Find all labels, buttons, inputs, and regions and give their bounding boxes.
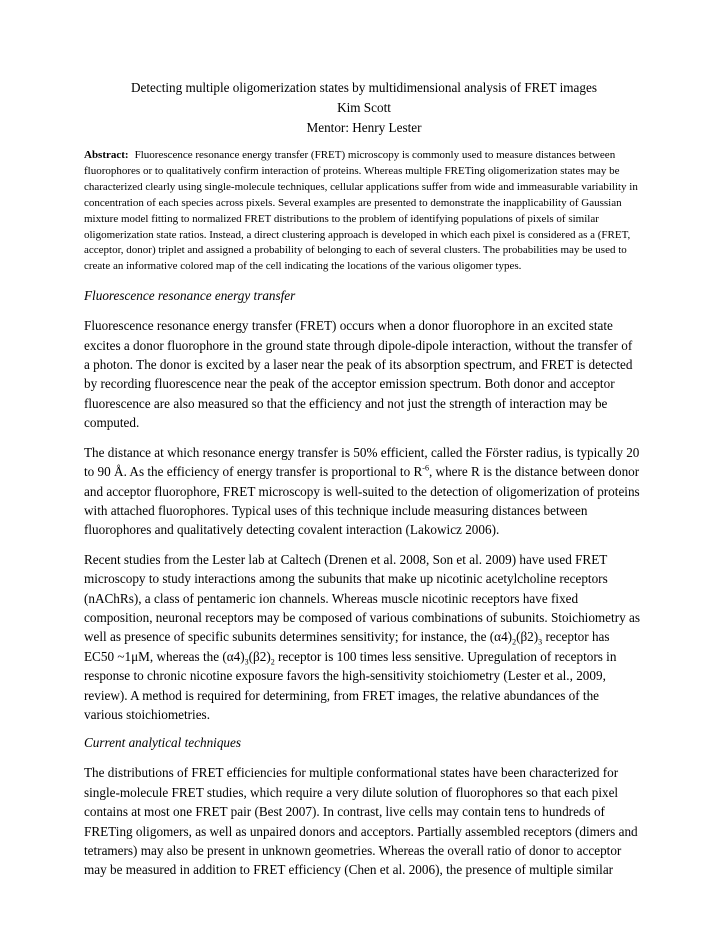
paragraph-text: The distance at which resonance energy transfer is 50% efficient, called the Förster radius, is typically 20 to 90 Å. As the efficiency of energy transfer is proportional to R bbox=[84, 444, 640, 480]
section-heading-analytical: Current analytical techniques bbox=[84, 735, 242, 751]
paragraph-text: (β2) bbox=[248, 648, 271, 664]
document-page bbox=[84, 78, 640, 880]
section-heading-fret: Fluorescence resonance energy transfer bbox=[84, 288, 296, 304]
paragraph-text: , where R is the distance between donor and acceptor fluorophore, FRET microscopy is well-suited to the detection of oligomerization of proteins with attached fluorophores. Typical uses of this technique include measuring distances between fluorophores and qualitatively detecting covalent interaction (Lakowicz 2006). bbox=[84, 464, 640, 538]
paragraph-nachr-studies bbox=[84, 550, 640, 725]
paragraph-text: Recent studies from the Lester lab at Caltech (Drenen et al. 2008, Son et al. 2009) have used FRET microscopy to study interactions among the subunits that make up nicotinic acetylcholine receptors (nAChRs), a class of pentameric ion channels. Whereas muscle nicotinic receptors have fixed composition, neuronal receptors may be composed of various combinations of subunits. Stoichiometry as well as presence of specific subunits determines sensitivity; for instance, the (α4) bbox=[84, 551, 640, 645]
abstract-text: Fluorescence resonance energy transfer (FRET) microscopy is commonly used to measure distances between fluorophores or to qualitatively confirm interaction of proteins. Whereas multiple FRETing oligomerization states may be characterized clearly using single-molecule techniques, cellular applications suffer from wide and immeasurable variability in concentration of each species across pixels. Several examples are presented to demonstrate the inapplicability of Gaussian mixture model fitting to normalized FRET distributions to the problem of identifying populations of pixels of similar oligomerization state ratios. Instead, a direct clustering approach is developed in which each pixel is considered as a (FRET, acceptor, donor) triplet and assigned a probability of belonging to each of several clusters. The probabilities may be used to create an informative colored map of the cell indicating the locations of the various oligomer types. bbox=[84, 149, 638, 273]
subscript: 3 bbox=[244, 657, 249, 667]
paragraph-fret-intro: Fluorescence resonance energy transfer (FRET) occurs when a donor fluorophore in an excited state excites a donor fluorophore in the ground state through dipole-dipole interaction, without the transfer of a photon. The donor is excited by a laser near the peak of its absorption spectrum, and FRET is detected by recording fluorescence near the peak of the acceptor emission spectrum. Both donor and acceptor fluorescence are also measured so that the efficiency and not just the strength of interaction may be computed. bbox=[84, 318, 633, 431]
paragraph-text: receptor is 100 times less sensitive. Upregulation of receptors in response to chronic nicotine exposure favors the high-sensitivity stoichiometry (Lester et al., 2009, review). A method is required for determining, from FRET images, the relative abundances of the various stoichiometries. bbox=[84, 648, 617, 722]
subscript: 3 bbox=[538, 637, 543, 647]
paragraph-forster-radius bbox=[84, 443, 640, 540]
author-name: Kim Scott bbox=[337, 100, 391, 115]
paragraph-text: receptor has EC50 ~1μM, whereas the (α4) bbox=[84, 629, 610, 664]
abstract bbox=[84, 148, 640, 275]
paragraph-fret-distributions: The distributions of FRET efficiencies for multiple conformational states have been characterized for single-molecule FRET studies, which require a very dilute solution of fluorophores so that each pixel contains at most one FRET pair (Best 2007). In contrast, live cells may contain tens to hundreds of FRETing oligomers, as well as unpaired donors and acceptors. Partially assembled receptors (dimers and tetramers) may also be present in unknown geometries. Whereas the overall ratio of donor to acceptor may be measured in addition to FRET efficiency (Chen et al. 2006), the presence of multiple similar bbox=[84, 765, 638, 878]
subscript: 2 bbox=[270, 657, 275, 667]
title-block bbox=[88, 78, 640, 138]
paragraph-text: (β2) bbox=[516, 629, 539, 645]
mentor-line: Mentor: Henry Lester bbox=[306, 120, 422, 135]
superscript: -6 bbox=[422, 463, 429, 473]
paper-title: Detecting multiple oligomerization states by multidimensional analysis of FRET images bbox=[130, 80, 597, 95]
abstract-label: Abstract: bbox=[84, 149, 129, 161]
subscript: 2 bbox=[512, 637, 517, 647]
